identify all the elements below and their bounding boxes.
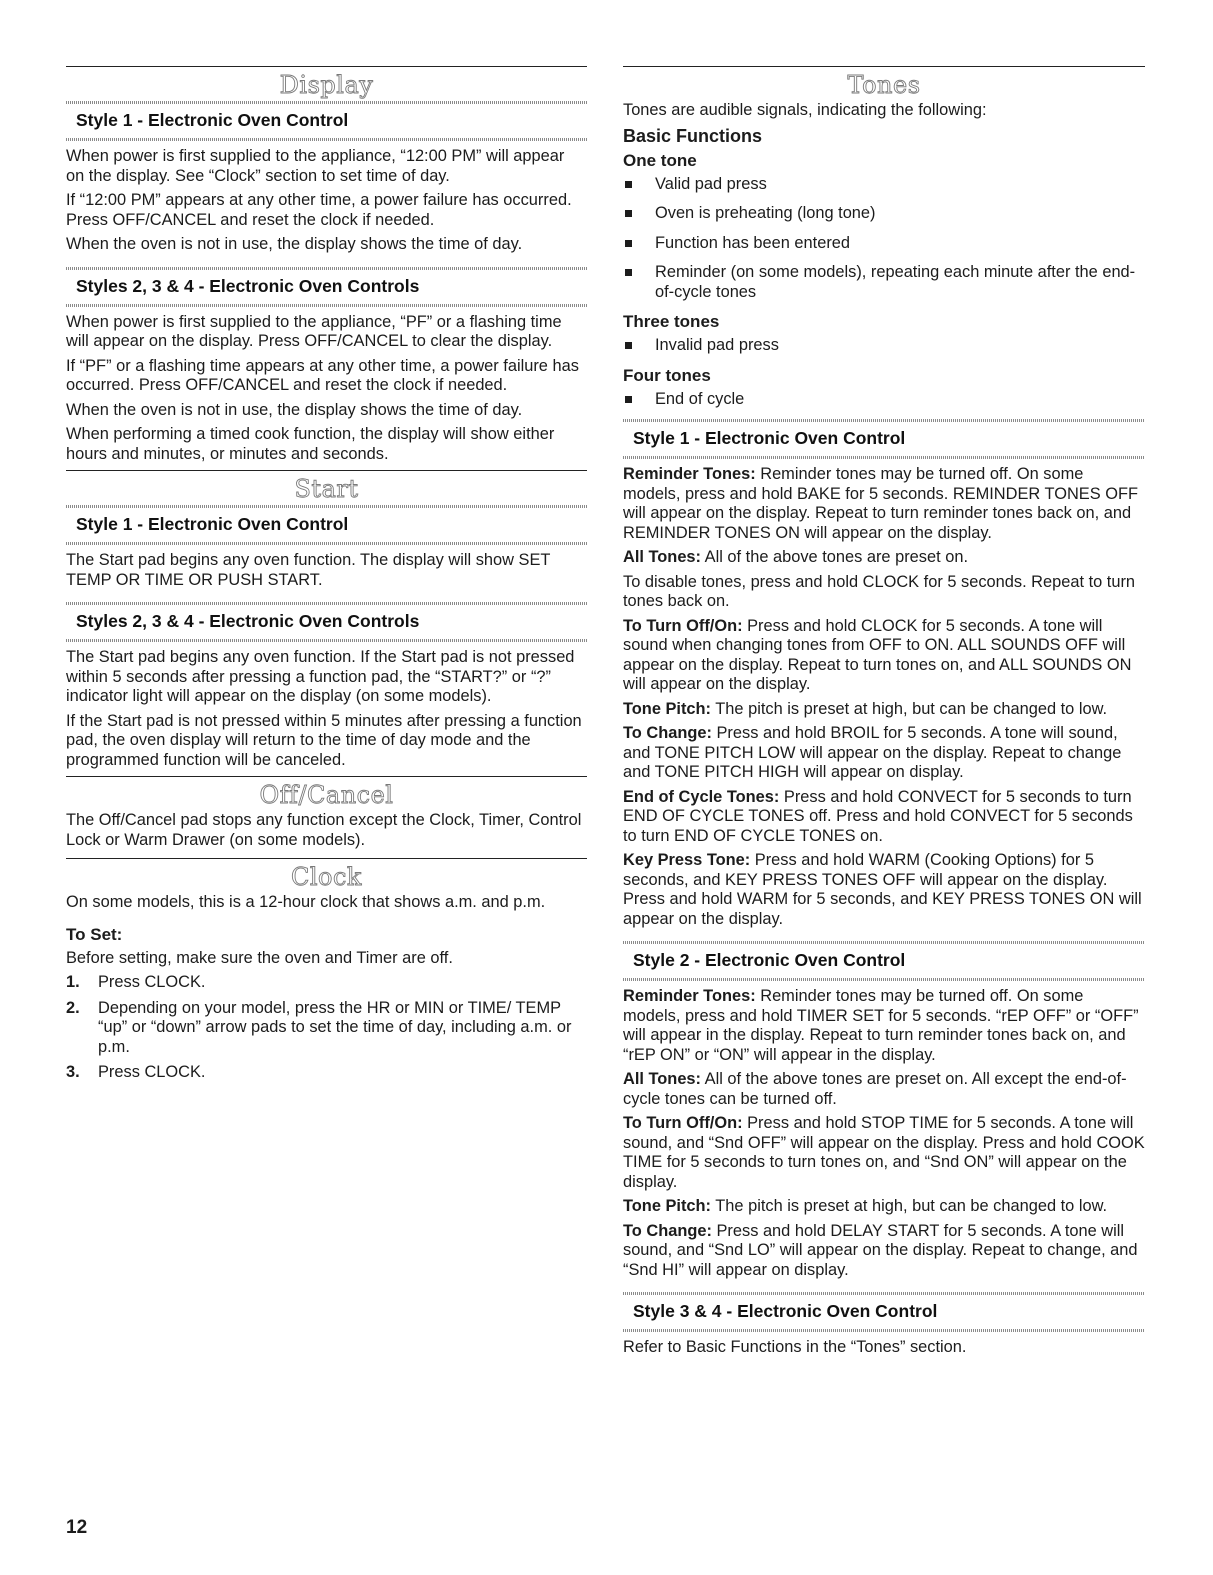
paragraph: Reminder Tones: Reminder tones may be turned off. On some models, press and hold TIMER SET for 5 seconds. “rEP OFF” or “OFF” will appear in the display. Repeat to turn reminder tones back on, and “rEP ON” or “ON” will appear in the display. bbox=[623, 987, 1139, 1064]
clock-title: Clock bbox=[291, 863, 362, 891]
list-item: End of cycle bbox=[623, 390, 1145, 410]
display-title: Display bbox=[279, 71, 374, 99]
paragraph: To Change: Press and hold BROIL for 5 seconds. A tone will sound, and TONE PITCH LOW will appear on the display. Repeat to change and TONE PITCH HIGH will appear on display. bbox=[623, 724, 1122, 781]
paragraph: When power is first supplied to the appliance, “PF” or a flashing time will appear on the display. Press OFF/CANCEL to clear the display. bbox=[66, 312, 562, 350]
top-rule bbox=[66, 66, 587, 67]
paragraph: On some models, this is a 12-hour clock that shows a.m. and p.m. bbox=[66, 893, 546, 911]
list-item: Invalid pad press bbox=[623, 336, 1145, 356]
page-number: 12 bbox=[66, 1517, 88, 1538]
paragraph: Tone Pitch: The pitch is preset at high, but can be changed to low. bbox=[623, 1197, 1108, 1215]
section-rule bbox=[66, 858, 587, 859]
paragraph: Key Press Tone: Press and hold WARM (Cooking Options) for 5 seconds, and KEY PRESS TONES OFF will appear on the display. Press and hold WARM for 5 seconds, and KEY PRESS TONES ON will appear on the display. bbox=[623, 851, 1142, 928]
divider bbox=[66, 639, 587, 642]
section-rule bbox=[66, 776, 587, 777]
offcancel-title: Off/Cancel bbox=[259, 781, 394, 809]
list-item: Oven is preheating (long tone) bbox=[623, 204, 1145, 224]
paragraph: If the Start pad is not pressed within 5 minutes after pressing a function pad, the oven display will return to the time of day mode and the programmed function will be canceled. bbox=[66, 711, 582, 769]
paragraph: Refer to Basic Functions in the “Tones” section. bbox=[623, 1338, 967, 1356]
display-style1-heading: Style 1 - Electronic Oven Control bbox=[76, 110, 349, 130]
three-tones-list bbox=[623, 336, 1145, 356]
list-item: 2. Depending on your model, press the HR or MIN or TIME/ TEMP “up” or “down” arrow pads to set the time of day, including a.m. or p.m. bbox=[66, 998, 572, 1056]
paragraph: The Start pad begins any oven function. The display will show SET TEMP OR TIME OR PUSH START. bbox=[66, 551, 551, 589]
section-rule bbox=[66, 470, 587, 471]
paragraph: When power is first supplied to the appliance, “12:00 PM” will appear on the display. See “Clock” section to set time of day. bbox=[66, 147, 565, 185]
four-tones-heading: Four tones bbox=[623, 365, 711, 385]
clock-steps bbox=[66, 973, 587, 1083]
list-item: 1. Press CLOCK. bbox=[66, 973, 206, 991]
one-tone-list bbox=[623, 175, 1145, 303]
paragraph: Tone Pitch: The pitch is preset at high, but can be changed to low. bbox=[623, 699, 1108, 718]
paragraph: The Start pad begins any oven function. If the Start pad is not pressed within 5 seconds after pressing a function pad, the “START?” or “?” indicator light will appear on the display (on some models). bbox=[66, 648, 575, 705]
paragraph: If “12:00 PM” appears at any other time, a power failure has occurred. Press OFF/CANCEL and reset the clock if needed. bbox=[66, 191, 572, 229]
list-item: Valid pad press bbox=[623, 175, 1145, 195]
one-tone-heading: One tone bbox=[623, 150, 697, 170]
divider bbox=[66, 304, 587, 307]
basic-functions-heading: Basic Functions bbox=[623, 125, 763, 146]
paragraph: To Turn Off/On: Press and hold STOP TIME for 5 seconds. A tone will sound, and “Snd OFF” will appear on the display. Press and hold COOK TIME for 5 seconds to turn tones on, and “Snd ON” will appear on the display. bbox=[623, 1114, 1145, 1191]
paragraph: Reminder Tones: Reminder tones may be turned off. On some models, press and hold BAKE for 5 seconds. REMINDER TONES OFF will appear on the display. Repeat to turn reminder tones back on, and REMINDER TONES ON will appear on the display. bbox=[623, 465, 1138, 542]
divider bbox=[66, 542, 587, 545]
right-column bbox=[623, 66, 1145, 1363]
start-style1-heading: Style 1 - Electronic Oven Control bbox=[76, 514, 349, 534]
paragraph: To Turn Off/On: Press and hold CLOCK for 5 seconds. A tone will sound when changing tones from OFF to ON. ALL SOUNDS OFF will appear on the display. Repeat to turn tones on, and ALL SOUNDS ON will appear on the display. bbox=[623, 616, 1132, 693]
left-column bbox=[66, 66, 587, 1089]
paragraph: All Tones: All of the above tones are preset on. bbox=[623, 548, 968, 566]
paragraph: End of Cycle Tones: Press and hold CONVECT for 5 seconds to turn END OF CYCLE TONES off. Press and hold CONVECT for 5 seconds to turn END OF CYCLE TONES on. bbox=[623, 787, 1133, 845]
paragraph: The Off/Cancel pad stops any function except the Clock, Timer, Control Lock or Warm Drawer (on some models). bbox=[66, 811, 582, 849]
list-item: 3. Press CLOCK. bbox=[66, 1063, 206, 1081]
tones-style2-heading: Style 2 - Electronic Oven Control bbox=[633, 950, 906, 970]
to-set-heading: To Set: bbox=[66, 924, 123, 944]
start-title: Start bbox=[294, 475, 359, 503]
paragraph: When performing a timed cook function, the display will show either hours and minutes, or minutes and seconds. bbox=[66, 425, 555, 463]
paragraph: If “PF” or a flashing time appears at any other time, a power failure has occurred. Press OFF/CANCEL and reset the clock if needed. bbox=[66, 356, 579, 394]
start-style234-heading: Styles 2, 3 & 4 - Electronic Oven Controls bbox=[76, 611, 420, 631]
list-item: Function has been entered bbox=[623, 234, 1145, 254]
top-rule bbox=[623, 66, 1145, 67]
three-tones-heading: Three tones bbox=[623, 312, 720, 331]
paragraph: When the oven is not in use, the display shows the time of day. bbox=[66, 400, 523, 419]
divider bbox=[623, 456, 1145, 459]
tones-style1-heading: Style 1 - Electronic Oven Control bbox=[633, 428, 906, 448]
divider bbox=[623, 978, 1145, 981]
tones-title: Tones bbox=[847, 71, 921, 99]
divider bbox=[623, 1329, 1145, 1332]
paragraph: Before setting, make sure the oven and Timer are off. bbox=[66, 948, 453, 967]
tones-style34-heading: Style 3 & 4 - Electronic Oven Control bbox=[633, 1301, 938, 1321]
display-style234-heading: Styles 2, 3 & 4 - Electronic Oven Controls bbox=[76, 275, 420, 296]
list-item: Reminder (on some models), repeating each minute after the end-of-cycle tones bbox=[623, 263, 1145, 302]
paragraph: To Change: Press and hold DELAY START for 5 seconds. A tone will sound, and “Snd LO” will appear on the display. Repeat to change, and “Snd HI” will appear on display. bbox=[623, 1221, 1138, 1279]
paragraph: Tones are audible signals, indicating the following: bbox=[623, 101, 987, 119]
paragraph: When the oven is not in use, the display shows the time of day. bbox=[66, 235, 523, 253]
paragraph: To disable tones, press and hold CLOCK for 5 seconds. Repeat to turn tones back on. bbox=[623, 572, 1136, 610]
four-tones-list bbox=[623, 390, 1145, 410]
paragraph: All Tones: All of the above tones are preset on. All except the end-of-cycle tones can be turned off. bbox=[623, 1070, 1127, 1108]
divider bbox=[66, 138, 587, 141]
